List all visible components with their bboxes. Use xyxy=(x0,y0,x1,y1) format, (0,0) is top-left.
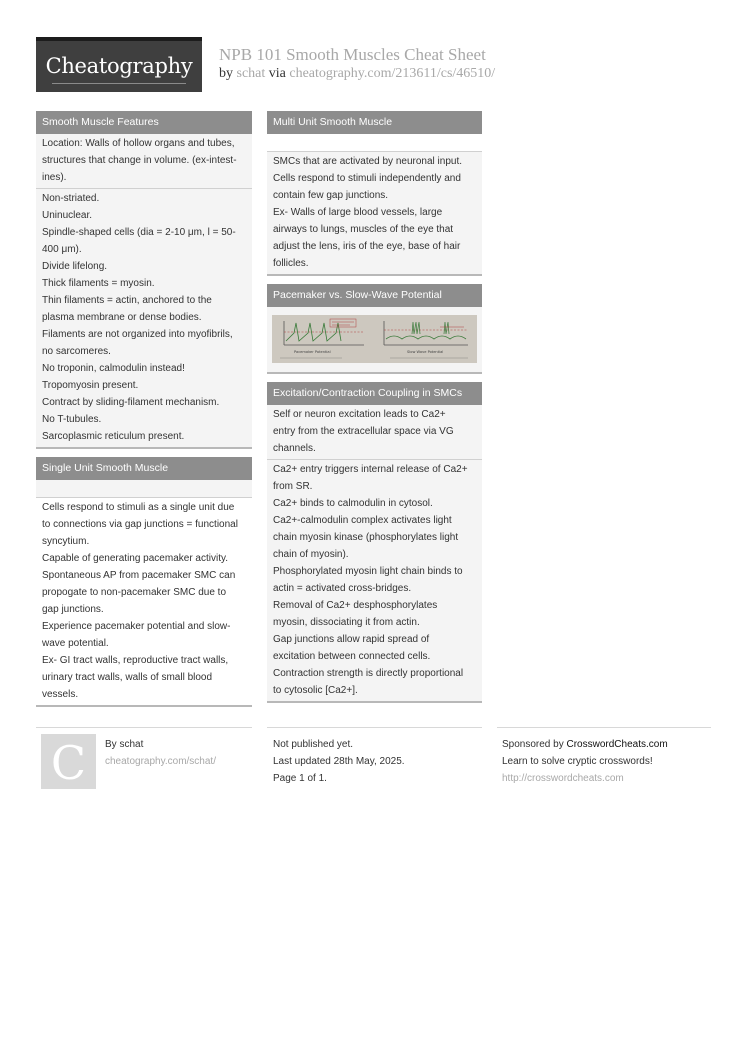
pacemaker-label: Pacemaker Potential xyxy=(294,350,331,354)
pacemaker-image-cell xyxy=(267,307,482,372)
text-line: follicles. xyxy=(273,258,309,269)
text-line: Tropomyosin present. xyxy=(42,380,139,391)
text-line: Thin filaments = actin, anchored to the xyxy=(42,295,212,306)
logo-text: Cheatography xyxy=(45,54,193,78)
text-line: ines). xyxy=(42,172,67,183)
text-line: plasma membrane or dense bodies. xyxy=(42,312,202,323)
single-unit-cell xyxy=(36,497,252,705)
section-excitation-contraction-coupling xyxy=(267,382,482,703)
author-avatar[interactable] xyxy=(41,734,96,789)
text-line: Cells respond to stimuli as a single unit due xyxy=(42,502,235,513)
text-line: myosin, dissociating it from actin. xyxy=(273,617,420,628)
page-title: NPB 101 Smooth Muscles Cheat Sheet xyxy=(219,45,486,64)
text-line: Thick filaments = myosin. xyxy=(42,278,155,289)
footer-updated: Last updated 28th May, 2025. xyxy=(273,756,405,767)
features-list-cell xyxy=(36,188,252,447)
footer-sponsor-line xyxy=(502,736,668,753)
section-pacemaker-vs-slow-wave xyxy=(267,284,482,374)
section-title: Excitation/Contraction Coupling in SMCs xyxy=(267,382,482,405)
footer-author-url-link[interactable]: cheatography.com/schat/ xyxy=(105,756,216,767)
footer-sponsor-link[interactable]: CrosswordCheats.com xyxy=(566,739,668,750)
text-line: Divide lifelong. xyxy=(42,261,108,272)
footer-author-link[interactable]: schat xyxy=(119,739,144,750)
features-location-cell xyxy=(36,134,252,188)
column-left xyxy=(36,111,252,715)
text-line: Removal of Ca2+ desphosphorylates xyxy=(273,600,438,611)
multi-unit-cell xyxy=(267,151,482,274)
text-line: SMCs that are activated by neuronal input. xyxy=(273,156,462,167)
column-middle xyxy=(267,111,482,711)
section-smooth-muscle-features xyxy=(36,111,252,449)
text-line: vessels. xyxy=(42,689,79,700)
section-title: Single Unit Smooth Muscle xyxy=(36,457,252,480)
text-line: from SR. xyxy=(273,481,313,492)
text-line: Contract by sliding-filament mechanism. xyxy=(42,397,220,408)
section-title: Multi Unit Smooth Muscle xyxy=(267,111,482,134)
text-line: Sarcoplasmic reticulum present. xyxy=(42,431,185,442)
text-line: Experience pacemaker potential and slow- xyxy=(42,621,231,632)
text-line: Ca2+-calmodulin complex activates light xyxy=(273,515,452,526)
section-multi-unit-smooth-muscle xyxy=(267,111,482,276)
text-line: Location: Walls of hollow organs and tubes, xyxy=(42,138,235,149)
text-line: Ex- Walls of large blood vessels, large xyxy=(273,207,443,218)
byline xyxy=(219,66,495,82)
cheatography-logo[interactable] xyxy=(36,37,202,92)
slow-wave-label: Slow Wave Potential xyxy=(407,350,444,354)
text-line: to connections via gap junctions = functional xyxy=(42,519,238,530)
text-line: syncytium. xyxy=(42,536,90,547)
text-line: Uninuclear. xyxy=(42,210,93,221)
text-line: Ca2+ binds to calmodulin in cytosol. xyxy=(273,498,433,509)
empty-cell xyxy=(267,134,482,151)
text-line: Contraction strength is directly proportional xyxy=(273,668,464,679)
text-line: Ex- GI tract walls, reproductive tract walls, xyxy=(42,655,229,666)
text-line: urinary tract walls, walls of small blood xyxy=(42,672,213,683)
footer-meta xyxy=(273,736,405,787)
section-single-unit-smooth-muscle xyxy=(36,457,252,707)
footer-author-line xyxy=(105,736,216,753)
text-line: adjust the lens, iris of the eye, base of hair xyxy=(273,241,461,252)
byline-by: by xyxy=(219,66,233,81)
footer-divider xyxy=(267,727,482,728)
section-title: Smooth Muscle Features xyxy=(36,111,252,134)
text-line: Capable of generating pacemaker activity. xyxy=(42,553,229,564)
text-line: No troponin, calmodulin instead! xyxy=(42,363,185,374)
text-line: Gap junctions allow rapid spread of xyxy=(273,634,430,645)
text-line: channels. xyxy=(273,443,316,454)
text-line: to cytosolic [Ca2+]. xyxy=(273,685,358,696)
text-line: Spindle-shaped cells (dia = 2-10 μm, l = 50- xyxy=(42,227,236,238)
text-line: Cells respond to stimuli independently and xyxy=(273,173,461,184)
text-line: Self or neuron excitation leads to Ca2+ xyxy=(273,409,446,420)
footer-divider xyxy=(497,727,711,728)
coupling-steps-cell xyxy=(267,459,482,701)
text-line: wave potential. xyxy=(42,638,109,649)
text-line: No T-tubules. xyxy=(42,414,102,425)
text-line: excitation between connected cells. xyxy=(273,651,431,662)
empty-cell xyxy=(36,480,252,497)
text-line: Phosphorylated myosin light chain binds to xyxy=(273,566,463,577)
footer-sponsor-label: Sponsored by xyxy=(502,739,564,750)
text-line: chain myosin kinase (phosphorylates light xyxy=(273,532,459,543)
byline-url-link[interactable]: cheatography.com/213611/cs/46510/ xyxy=(289,66,496,81)
section-title: Pacemaker vs. Slow-Wave Potential xyxy=(267,284,482,307)
text-line: Ca2+ entry triggers internal release of Ca2+ xyxy=(273,464,468,475)
footer-divider xyxy=(36,727,252,728)
text-line: propogate to non-pacemaker SMC due to xyxy=(42,587,226,598)
footer-page: Page 1 of 1. xyxy=(273,773,327,784)
text-line: Spontaneous AP from pacemaker SMC can xyxy=(42,570,236,581)
text-line: entry from the extracellular space via VG xyxy=(273,426,454,437)
text-line: 400 μm). xyxy=(42,244,82,255)
logo-underline xyxy=(52,83,186,84)
footer-sponsor-url-link[interactable]: http://crosswordcheats.com xyxy=(502,773,624,784)
footer-by-label: By xyxy=(105,739,117,750)
text-line: airways to lungs, muscles of the eye that xyxy=(273,224,454,235)
footer-sponsor xyxy=(502,736,668,787)
text-line: actin = activated cross-bridges. xyxy=(273,583,412,594)
text-line: gap junctions. xyxy=(42,604,104,615)
byline-via: via xyxy=(268,66,286,81)
text-line: Non-striated. xyxy=(42,193,100,204)
byline-author-link[interactable]: schat xyxy=(236,66,266,81)
footer-status: Not published yet. xyxy=(273,739,354,750)
avatar-letter: C xyxy=(50,736,87,790)
pacemaker-slowwave-sketch xyxy=(272,315,477,363)
text-line: Filaments are not organized into myofibrils, xyxy=(42,329,233,340)
text-line: no sarcomeres. xyxy=(42,346,111,357)
footer-sponsor-tagline: Learn to solve cryptic crosswords! xyxy=(502,756,653,767)
footer-author xyxy=(105,736,216,770)
text-line: chain of myosin). xyxy=(273,549,349,560)
text-line: contain few gap junctions. xyxy=(273,190,389,201)
text-line: structures that change in volume. (ex-intest- xyxy=(42,155,237,166)
coupling-intro-cell xyxy=(267,405,482,459)
